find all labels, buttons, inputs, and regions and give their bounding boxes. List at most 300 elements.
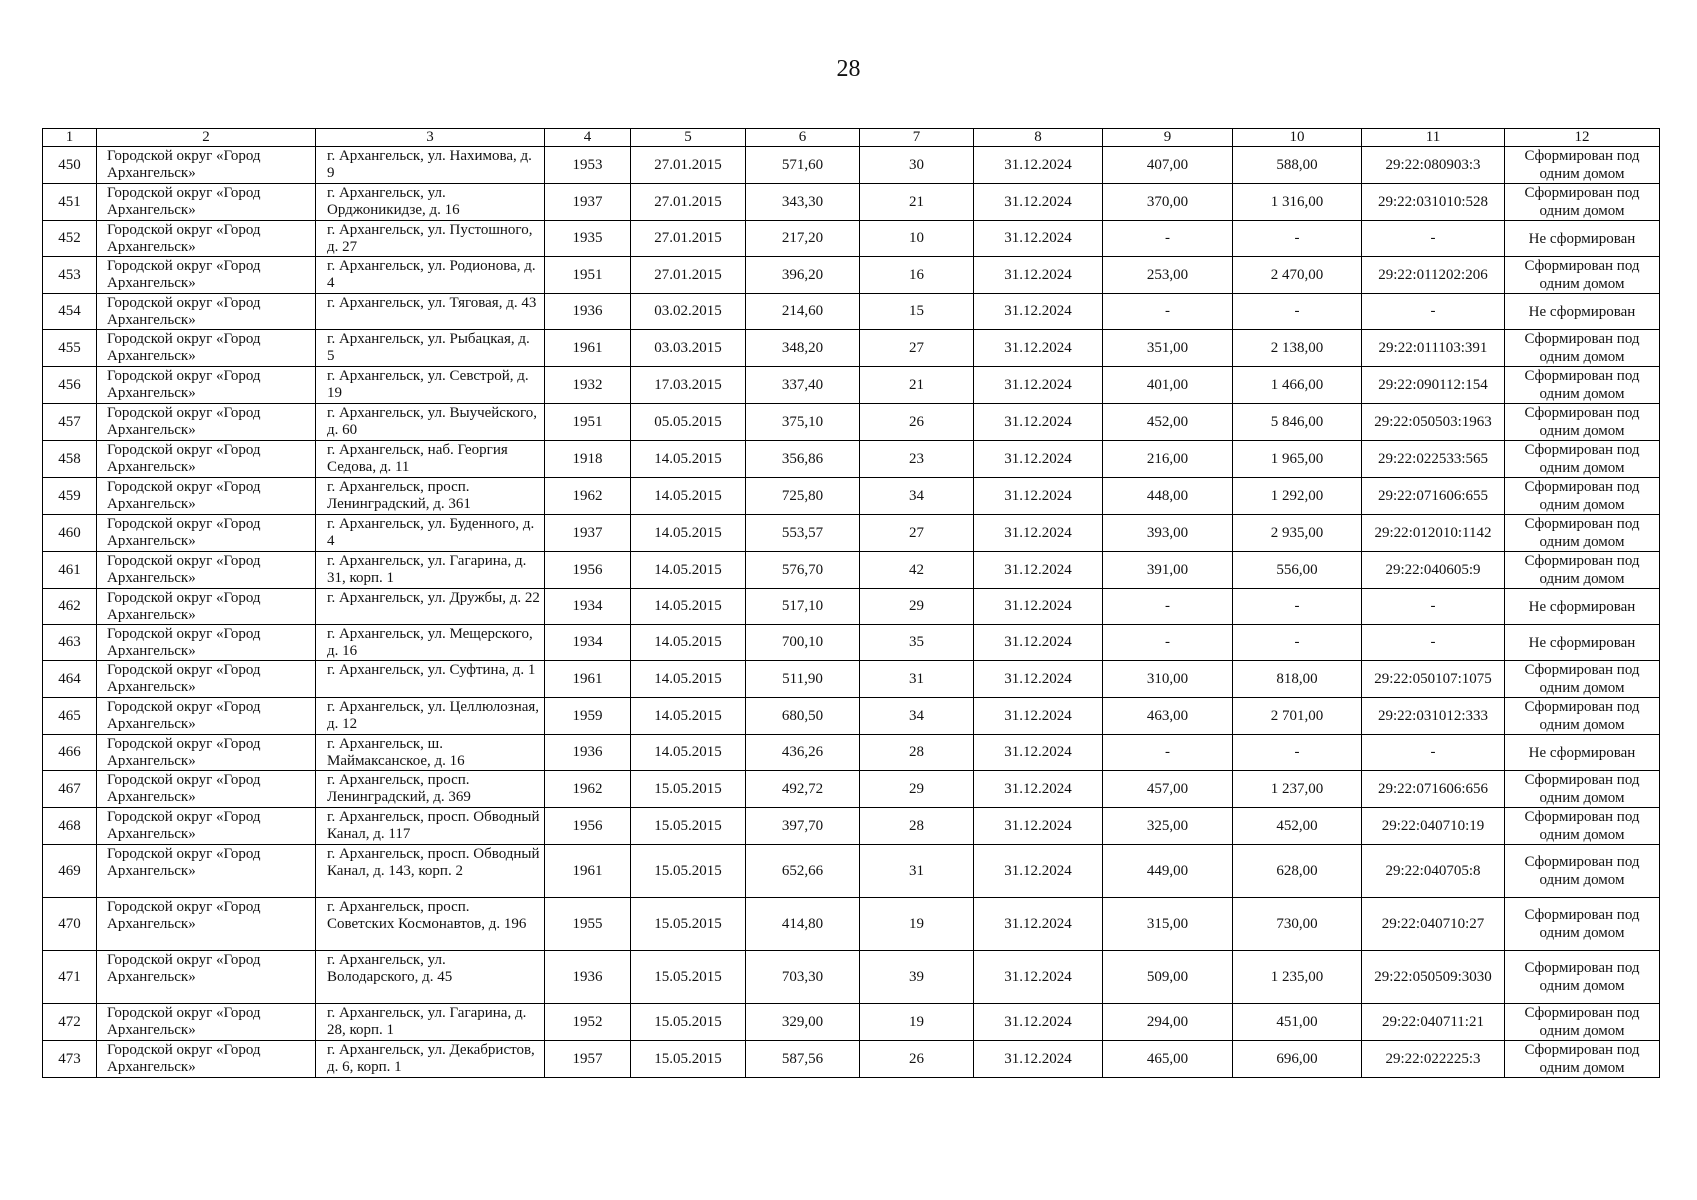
table-row (43, 552, 1660, 589)
owner-cell: Городской округ «Город Архангельск» (97, 845, 316, 898)
year-cell: 1936 (545, 294, 631, 330)
year-cell: 1935 (545, 221, 631, 257)
row-number: 451 (43, 184, 97, 221)
area-cell: 356,86 (746, 441, 860, 478)
status-cell: Не сформирован (1505, 625, 1660, 661)
deadline-cell: 31.12.2024 (974, 478, 1103, 515)
address-cell: г. Архангельск, ул. Декабристов, д. 6, корп. 1 (316, 1041, 545, 1078)
status-cell: Сформирован под одним домом (1505, 845, 1660, 898)
value-cell: 730,00 (1233, 898, 1362, 951)
cadastral-number-cell: 29:22:080903:3 (1362, 147, 1505, 184)
date-cell: 15.05.2015 (631, 771, 746, 808)
table-row (43, 951, 1660, 1004)
land-area-cell: 448,00 (1103, 478, 1233, 515)
status-cell: Сформирован под одним домом (1505, 441, 1660, 478)
owner-cell: Городской округ «Город Архангельск» (97, 898, 316, 951)
cadastral-number-cell: - (1362, 221, 1505, 257)
area-cell: 517,10 (746, 589, 860, 625)
value-cell: 451,00 (1233, 1004, 1362, 1041)
deadline-cell: 31.12.2024 (974, 294, 1103, 330)
status-cell: Сформирован под одним домом (1505, 184, 1660, 221)
year-cell: 1962 (545, 478, 631, 515)
value-cell: 628,00 (1233, 845, 1362, 898)
date-cell: 27.01.2015 (631, 221, 746, 257)
row-number: 473 (43, 1041, 97, 1078)
table-row (43, 625, 1660, 661)
value-cell: - (1233, 294, 1362, 330)
date-cell: 14.05.2015 (631, 661, 746, 698)
year-cell: 1951 (545, 404, 631, 441)
table-row (43, 147, 1660, 184)
value-cell: 1 466,00 (1233, 367, 1362, 404)
residents-cell: 35 (860, 625, 974, 661)
land-area-cell: 509,00 (1103, 951, 1233, 1004)
area-cell: 587,56 (746, 1041, 860, 1078)
land-area-cell: - (1103, 294, 1233, 330)
value-cell: 556,00 (1233, 552, 1362, 589)
land-area-cell: 216,00 (1103, 441, 1233, 478)
year-cell: 1957 (545, 1041, 631, 1078)
status-cell: Сформирован под одним домом (1505, 330, 1660, 367)
cadastral-number-cell: 29:22:050107:1075 (1362, 661, 1505, 698)
owner-cell: Городской округ «Город Архангельск» (97, 552, 316, 589)
year-cell: 1961 (545, 661, 631, 698)
address-cell: г. Архангельск, ул. Суфтина, д. 1 (316, 661, 545, 698)
area-cell: 343,30 (746, 184, 860, 221)
date-cell: 27.01.2015 (631, 147, 746, 184)
land-area-cell: 253,00 (1103, 257, 1233, 294)
cadastral-number-cell: 29:22:022533:565 (1362, 441, 1505, 478)
date-cell: 14.05.2015 (631, 478, 746, 515)
column-header: 3 (316, 129, 545, 147)
owner-cell: Городской округ «Город Архангельск» (97, 1041, 316, 1078)
owner-cell: Городской округ «Город Архангельск» (97, 1004, 316, 1041)
status-cell: Сформирован под одним домом (1505, 771, 1660, 808)
year-cell: 1937 (545, 184, 631, 221)
deadline-cell: 31.12.2024 (974, 441, 1103, 478)
residents-cell: 10 (860, 221, 974, 257)
owner-cell: Городской округ «Город Архангельск» (97, 184, 316, 221)
date-cell: 05.05.2015 (631, 404, 746, 441)
cadastral-number-cell: 29:22:031010:528 (1362, 184, 1505, 221)
date-cell: 27.01.2015 (631, 257, 746, 294)
residents-cell: 26 (860, 404, 974, 441)
table-row (43, 845, 1660, 898)
status-cell: Сформирован под одним домом (1505, 404, 1660, 441)
deadline-cell: 31.12.2024 (974, 1041, 1103, 1078)
residents-cell: 28 (860, 735, 974, 771)
table-row (43, 294, 1660, 330)
status-cell: Сформирован под одним домом (1505, 552, 1660, 589)
area-cell: 397,70 (746, 808, 860, 845)
row-number: 457 (43, 404, 97, 441)
residents-cell: 28 (860, 808, 974, 845)
deadline-cell: 31.12.2024 (974, 951, 1103, 1004)
land-area-cell: 457,00 (1103, 771, 1233, 808)
address-cell: г. Архангельск, наб. Георгия Седова, д. 11 (316, 441, 545, 478)
area-cell: 652,66 (746, 845, 860, 898)
deadline-cell: 31.12.2024 (974, 845, 1103, 898)
table-row (43, 515, 1660, 552)
owner-cell: Городской округ «Город Архангельск» (97, 698, 316, 735)
year-cell: 1962 (545, 771, 631, 808)
address-cell: г. Архангельск, ул. Буденного, д. 4 (316, 515, 545, 552)
address-cell: г. Архангельск, просп. Обводный Канал, д. 117 (316, 808, 545, 845)
area-cell: 436,26 (746, 735, 860, 771)
area-cell: 348,20 (746, 330, 860, 367)
deadline-cell: 31.12.2024 (974, 367, 1103, 404)
owner-cell: Городской округ «Город Архангельск» (97, 330, 316, 367)
address-cell: г. Архангельск, ул. Севстрой, д. 19 (316, 367, 545, 404)
value-cell: 588,00 (1233, 147, 1362, 184)
status-cell: Сформирован под одним домом (1505, 478, 1660, 515)
area-cell: 329,00 (746, 1004, 860, 1041)
column-header: 1 (43, 129, 97, 147)
land-area-cell: - (1103, 221, 1233, 257)
year-cell: 1961 (545, 330, 631, 367)
value-cell: 1 965,00 (1233, 441, 1362, 478)
table-row (43, 404, 1660, 441)
cadastral-number-cell: 29:22:071606:656 (1362, 771, 1505, 808)
row-number: 471 (43, 951, 97, 1004)
status-cell: Сформирован под одним домом (1505, 147, 1660, 184)
row-number: 469 (43, 845, 97, 898)
deadline-cell: 31.12.2024 (974, 184, 1103, 221)
value-cell: - (1233, 735, 1362, 771)
year-cell: 1936 (545, 951, 631, 1004)
row-number: 461 (43, 552, 97, 589)
table-row (43, 661, 1660, 698)
year-cell: 1953 (545, 147, 631, 184)
year-cell: 1934 (545, 589, 631, 625)
deadline-cell: 31.12.2024 (974, 221, 1103, 257)
residents-cell: 39 (860, 951, 974, 1004)
column-header: 10 (1233, 129, 1362, 147)
area-cell: 414,80 (746, 898, 860, 951)
status-cell: Сформирован под одним домом (1505, 1004, 1660, 1041)
deadline-cell: 31.12.2024 (974, 330, 1103, 367)
owner-cell: Городской округ «Город Архангельск» (97, 735, 316, 771)
status-cell: Не сформирован (1505, 294, 1660, 330)
date-cell: 14.05.2015 (631, 552, 746, 589)
cadastral-number-cell: 29:22:012010:1142 (1362, 515, 1505, 552)
date-cell: 15.05.2015 (631, 898, 746, 951)
residents-cell: 16 (860, 257, 974, 294)
land-area-cell: 463,00 (1103, 698, 1233, 735)
owner-cell: Городской округ «Город Архангельск» (97, 808, 316, 845)
deadline-cell: 31.12.2024 (974, 589, 1103, 625)
value-cell: - (1233, 589, 1362, 625)
area-cell: 214,60 (746, 294, 860, 330)
deadline-cell: 31.12.2024 (974, 735, 1103, 771)
date-cell: 17.03.2015 (631, 367, 746, 404)
deadline-cell: 31.12.2024 (974, 808, 1103, 845)
owner-cell: Городской округ «Город Архангельск» (97, 625, 316, 661)
owner-cell: Городской округ «Город Архангельск» (97, 294, 316, 330)
cadastral-number-cell: 29:22:040605:9 (1362, 552, 1505, 589)
land-area-cell: 310,00 (1103, 661, 1233, 698)
row-number: 464 (43, 661, 97, 698)
year-cell: 1959 (545, 698, 631, 735)
land-area-cell: 452,00 (1103, 404, 1233, 441)
status-cell: Сформирован под одним домом (1505, 951, 1660, 1004)
area-cell: 703,30 (746, 951, 860, 1004)
status-cell: Сформирован под одним домом (1505, 367, 1660, 404)
status-cell: Сформирован под одним домом (1505, 1041, 1660, 1078)
date-cell: 14.05.2015 (631, 625, 746, 661)
area-cell: 511,90 (746, 661, 860, 698)
cadastral-number-cell: 29:22:031012:333 (1362, 698, 1505, 735)
residents-cell: 29 (860, 589, 974, 625)
area-cell: 492,72 (746, 771, 860, 808)
table-row (43, 441, 1660, 478)
land-area-cell: 325,00 (1103, 808, 1233, 845)
address-cell: г. Архангельск, ул. Тяговая, д. 43 (316, 294, 545, 330)
year-cell: 1952 (545, 1004, 631, 1041)
year-cell: 1961 (545, 845, 631, 898)
residents-cell: 19 (860, 1004, 974, 1041)
status-cell: Сформирован под одним домом (1505, 698, 1660, 735)
cadastral-number-cell: 29:22:050503:1963 (1362, 404, 1505, 441)
land-area-cell: 393,00 (1103, 515, 1233, 552)
land-area-cell: 294,00 (1103, 1004, 1233, 1041)
status-cell: Не сформирован (1505, 589, 1660, 625)
owner-cell: Городской округ «Город Архангельск» (97, 589, 316, 625)
date-cell: 27.01.2015 (631, 184, 746, 221)
table-row (43, 221, 1660, 257)
area-cell: 725,80 (746, 478, 860, 515)
area-cell: 553,57 (746, 515, 860, 552)
cadastral-number-cell: 29:22:040705:8 (1362, 845, 1505, 898)
row-number: 463 (43, 625, 97, 661)
land-area-cell: 449,00 (1103, 845, 1233, 898)
address-cell: г. Архангельск, ул. Орджоникидзе, д. 16 (316, 184, 545, 221)
owner-cell: Городской округ «Город Архангельск» (97, 367, 316, 404)
owner-cell: Городской округ «Город Архангельск» (97, 951, 316, 1004)
header-row (43, 129, 1660, 147)
land-area-cell: 391,00 (1103, 552, 1233, 589)
owner-cell: Городской округ «Город Архангельск» (97, 257, 316, 294)
cadastral-number-cell: 29:22:040710:19 (1362, 808, 1505, 845)
residents-cell: 27 (860, 515, 974, 552)
address-cell: г. Архангельск, ул. Выучейского, д. 60 (316, 404, 545, 441)
deadline-cell: 31.12.2024 (974, 898, 1103, 951)
date-cell: 14.05.2015 (631, 441, 746, 478)
cadastral-number-cell: 29:22:040710:27 (1362, 898, 1505, 951)
cadastral-number-cell: - (1362, 589, 1505, 625)
value-cell: 1 235,00 (1233, 951, 1362, 1004)
row-number: 466 (43, 735, 97, 771)
land-area-cell: 315,00 (1103, 898, 1233, 951)
table-row (43, 1041, 1660, 1078)
deadline-cell: 31.12.2024 (974, 515, 1103, 552)
cadastral-number-cell: 29:22:050509:3030 (1362, 951, 1505, 1004)
cadastral-number-cell: 29:22:071606:655 (1362, 478, 1505, 515)
land-area-cell: 370,00 (1103, 184, 1233, 221)
address-cell: г. Архангельск, ул. Гагарина, д. 28, корп. 1 (316, 1004, 545, 1041)
row-number: 452 (43, 221, 97, 257)
owner-cell: Городской округ «Город Архангельск» (97, 478, 316, 515)
date-cell: 03.02.2015 (631, 294, 746, 330)
address-cell: г. Архангельск, ул. Мещерского, д. 16 (316, 625, 545, 661)
value-cell: - (1233, 625, 1362, 661)
owner-cell: Городской округ «Город Архангельск» (97, 147, 316, 184)
value-cell: 1 237,00 (1233, 771, 1362, 808)
year-cell: 1937 (545, 515, 631, 552)
residents-cell: 30 (860, 147, 974, 184)
address-cell: г. Архангельск, ул. Гагарина, д. 31, корп. 1 (316, 552, 545, 589)
column-header: 9 (1103, 129, 1233, 147)
status-cell: Не сформирован (1505, 221, 1660, 257)
deadline-cell: 31.12.2024 (974, 147, 1103, 184)
year-cell: 1932 (545, 367, 631, 404)
residents-cell: 19 (860, 898, 974, 951)
residents-cell: 26 (860, 1041, 974, 1078)
owner-cell: Городской округ «Город Архангельск» (97, 441, 316, 478)
deadline-cell: 31.12.2024 (974, 698, 1103, 735)
residents-cell: 21 (860, 367, 974, 404)
table-row (43, 1004, 1660, 1041)
row-number: 465 (43, 698, 97, 735)
owner-cell: Городской округ «Город Архангельск» (97, 515, 316, 552)
residents-cell: 31 (860, 845, 974, 898)
value-cell: 2 935,00 (1233, 515, 1362, 552)
row-number: 455 (43, 330, 97, 367)
date-cell: 15.05.2015 (631, 1041, 746, 1078)
page-number: 28 (836, 56, 861, 82)
land-area-cell: 351,00 (1103, 330, 1233, 367)
residents-cell: 42 (860, 552, 974, 589)
value-cell: 818,00 (1233, 661, 1362, 698)
address-cell: г. Архангельск, ул. Нахимова, д. 9 (316, 147, 545, 184)
table-header (43, 129, 1660, 147)
value-cell: 1 316,00 (1233, 184, 1362, 221)
year-cell: 1956 (545, 808, 631, 845)
row-number: 472 (43, 1004, 97, 1041)
residents-cell: 21 (860, 184, 974, 221)
residents-cell: 34 (860, 478, 974, 515)
owner-cell: Городской округ «Город Архангельск» (97, 404, 316, 441)
cadastral-number-cell: - (1362, 735, 1505, 771)
address-cell: г. Архангельск, просп. Обводный Канал, д. 143, корп. 2 (316, 845, 545, 898)
row-number: 462 (43, 589, 97, 625)
area-cell: 680,50 (746, 698, 860, 735)
land-area-cell: 401,00 (1103, 367, 1233, 404)
deadline-cell: 31.12.2024 (974, 625, 1103, 661)
year-cell: 1918 (545, 441, 631, 478)
column-header: 4 (545, 129, 631, 147)
table-row (43, 330, 1660, 367)
address-cell: г. Архангельск, ул. Целлюлозная, д. 12 (316, 698, 545, 735)
row-number: 456 (43, 367, 97, 404)
column-header: 11 (1362, 129, 1505, 147)
row-number: 460 (43, 515, 97, 552)
deadline-cell: 31.12.2024 (974, 1004, 1103, 1041)
table-row (43, 367, 1660, 404)
year-cell: 1951 (545, 257, 631, 294)
column-header: 5 (631, 129, 746, 147)
address-cell: г. Архангельск, ул. Пустошного, д. 27 (316, 221, 545, 257)
address-cell: г. Архангельск, ул. Дружбы, д. 22 (316, 589, 545, 625)
table-body (43, 147, 1660, 1078)
area-cell: 337,40 (746, 367, 860, 404)
land-area-cell: 407,00 (1103, 147, 1233, 184)
date-cell: 03.03.2015 (631, 330, 746, 367)
address-cell: г. Архангельск, ш. Маймаксанское, д. 16 (316, 735, 545, 771)
value-cell: 2 138,00 (1233, 330, 1362, 367)
row-number: 467 (43, 771, 97, 808)
date-cell: 14.05.2015 (631, 515, 746, 552)
year-cell: 1956 (545, 552, 631, 589)
row-number: 454 (43, 294, 97, 330)
date-cell: 14.05.2015 (631, 698, 746, 735)
year-cell: 1934 (545, 625, 631, 661)
table-row (43, 257, 1660, 294)
row-number: 458 (43, 441, 97, 478)
area-cell: 217,20 (746, 221, 860, 257)
area-cell: 375,10 (746, 404, 860, 441)
land-area-cell: - (1103, 589, 1233, 625)
table-row (43, 184, 1660, 221)
cadastral-number-cell: 29:22:011103:391 (1362, 330, 1505, 367)
table-row (43, 808, 1660, 845)
column-header: 6 (746, 129, 860, 147)
cadastral-number-cell: - (1362, 625, 1505, 661)
owner-cell: Городской округ «Город Архангельск» (97, 661, 316, 698)
status-cell: Сформирован под одним домом (1505, 257, 1660, 294)
address-cell: г. Архангельск, просп. Ленинградский, д. 361 (316, 478, 545, 515)
deadline-cell: 31.12.2024 (974, 257, 1103, 294)
column-header: 2 (97, 129, 316, 147)
table-row (43, 735, 1660, 771)
owner-cell: Городской округ «Город Архангельск» (97, 221, 316, 257)
table-row (43, 898, 1660, 951)
cadastral-number-cell: 29:22:090112:154 (1362, 367, 1505, 404)
value-cell: 5 846,00 (1233, 404, 1362, 441)
row-number: 468 (43, 808, 97, 845)
date-cell: 14.05.2015 (631, 735, 746, 771)
registry-table (42, 128, 1660, 1078)
land-area-cell: - (1103, 735, 1233, 771)
date-cell: 14.05.2015 (631, 589, 746, 625)
address-cell: г. Архангельск, ул. Володарского, д. 45 (316, 951, 545, 1004)
address-cell: г. Архангельск, просп. Советских Космонавтов, д. 196 (316, 898, 545, 951)
status-cell: Не сформирован (1505, 735, 1660, 771)
date-cell: 15.05.2015 (631, 951, 746, 1004)
area-cell: 700,10 (746, 625, 860, 661)
table-row (43, 478, 1660, 515)
status-cell: Сформирован под одним домом (1505, 898, 1660, 951)
cadastral-number-cell: - (1362, 294, 1505, 330)
column-header: 7 (860, 129, 974, 147)
date-cell: 15.05.2015 (631, 808, 746, 845)
row-number: 470 (43, 898, 97, 951)
value-cell: 452,00 (1233, 808, 1362, 845)
address-cell: г. Архангельск, ул. Рыбацкая, д. 5 (316, 330, 545, 367)
deadline-cell: 31.12.2024 (974, 771, 1103, 808)
value-cell: 696,00 (1233, 1041, 1362, 1078)
owner-cell: Городской округ «Город Архангельск» (97, 771, 316, 808)
status-cell: Сформирован под одним домом (1505, 661, 1660, 698)
residents-cell: 34 (860, 698, 974, 735)
date-cell: 15.05.2015 (631, 1004, 746, 1041)
year-cell: 1955 (545, 898, 631, 951)
column-header: 8 (974, 129, 1103, 147)
deadline-cell: 31.12.2024 (974, 661, 1103, 698)
land-area-cell: 465,00 (1103, 1041, 1233, 1078)
row-number: 450 (43, 147, 97, 184)
table-row (43, 771, 1660, 808)
